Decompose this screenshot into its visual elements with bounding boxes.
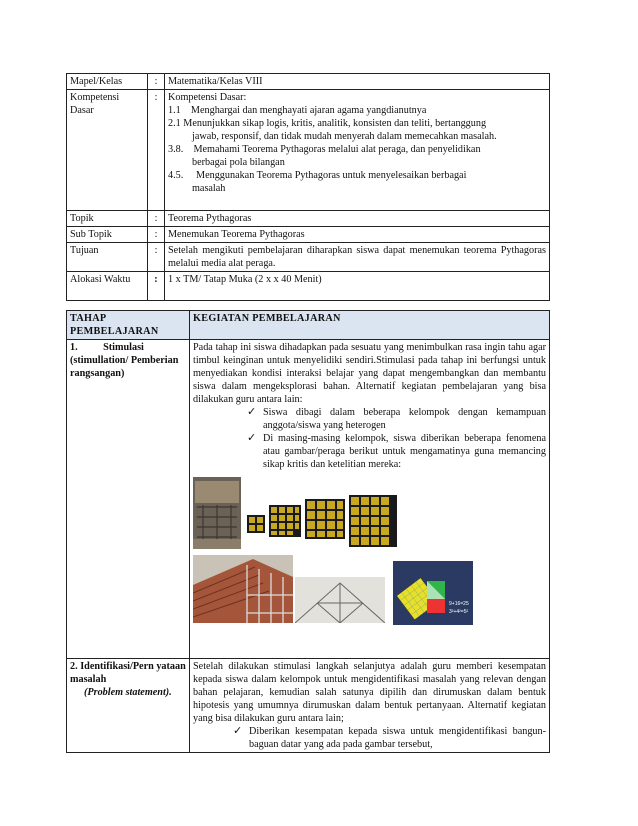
stage-2-text: Setelah dilakukan stimulasi langkah selanjutya adalah guru memberi kesempatan kepada siswa dalam kelompok untuk mengidentifikasi masalah yang relevan dengan bahan pelajaran, kemudian salah satunya dipilih dan dirumuskan dalam bentuk hipotesis yang umumnya dirumuskan dalam bentuk pertanyaan. Alternatif kegiatan yang bisa dilakukan guru antara lain; xyxy=(193,661,546,724)
kd-item-4-5-cont: masalah xyxy=(192,183,226,194)
kd-item-4-5: 4.5. Menggunakan Teorema Pythagoras untuk menyelesaikan berbagai xyxy=(168,170,467,181)
mapel-label: Mapel/Kelas xyxy=(67,74,148,90)
stage-1-text: Pada tahap ini siswa dihadapkan pada sesuatu yang menimbulkan rasa ingin tahu agar timbul keinginan untuk menyelidiki sendiri.Stimulasi pada tahap ini berfungsi untuk menyediakan kondisi interaksi belajar yang dapat mengembangkan dan membantu siswa dalam mengeksplorasi bahan. Alternatif kegiatan pembelajaran yang bisa dilakukan guru antara lain: xyxy=(193,342,546,405)
check-icon: ✓ xyxy=(233,725,243,737)
roof-photo xyxy=(193,555,293,623)
check-item-text: Di masing-masing kelompok, siswa diberikan beberapa fenomena atau gambar/peraga berikut untuk mengamatinya guna memancing sikap kritis dan ketelitian mereka: xyxy=(263,433,546,470)
stage-1-title: 1. Stimulasi xyxy=(70,342,144,353)
header-tahap: TAHAP PEMBELAJARAN xyxy=(67,311,190,340)
kd-item-3-8: 3.8. Memahami Teorema Pythagoras melalui alat peraga, dan penyelidikan xyxy=(168,144,481,155)
subtopik-value: Menemukan Teorema Pythagoras xyxy=(165,227,550,243)
alokasi-label: Alokasi Waktu xyxy=(67,272,148,301)
kd-heading: Kompetensi Dasar: xyxy=(168,92,247,103)
check-icon: ✓ xyxy=(247,406,257,418)
stimulus-images xyxy=(193,477,546,657)
building-photo xyxy=(193,477,241,549)
colon: : xyxy=(148,90,165,211)
colon: : xyxy=(148,74,165,90)
stage-2-title: 2. Identifikasi/Pern yataan masalah xyxy=(70,661,186,685)
kd-item-2-1-cont: jawab, responsif, dan tidak mudah menyerah dalam memecahkan masalah. xyxy=(192,131,497,142)
tujuan-label: Tujuan xyxy=(67,243,148,272)
stage-2-subtitle: (Problem statement). xyxy=(84,687,172,698)
alokasi-value: 1 x TM/ Tatap Muka (2 x x 40 Menit) xyxy=(165,272,550,301)
check-item xyxy=(247,432,546,471)
stage-1-subtitle: (stimullation/ Pemberian rangsangan) xyxy=(70,355,179,379)
lesson-info-table xyxy=(66,73,550,301)
stage-1-cell xyxy=(67,340,190,659)
kd-item-2-1: 2.1 Menunjukkan sikap logis, kritis, analitik, konsisten dan teliti, bertanggung xyxy=(168,118,487,129)
check-item-text: Siswa dibagi dalam beberapa kelompok dengan kemampuan anggota/siswa yang heterogen xyxy=(263,407,546,431)
subtopik-label: Sub Topik xyxy=(67,227,148,243)
activities-table xyxy=(66,310,550,753)
check-icon: ✓ xyxy=(247,432,257,444)
check-item xyxy=(247,406,546,432)
kompetensi-label: Kompetensi Dasar xyxy=(67,90,148,211)
stage-2-activity xyxy=(190,659,550,753)
check-item-text: Diberikan kesempatan kepada siswa untuk mengidentifikasi bangun-baguan datar yang ada pada gambar tersebut, xyxy=(249,726,546,750)
pythagoras-caption-2: 3²+4²=5² xyxy=(449,609,469,615)
check-item xyxy=(233,725,546,751)
kd-item-3-8-cont: berbagai pola bilangan xyxy=(192,157,285,168)
colon: : xyxy=(148,227,165,243)
topik-label: Topik xyxy=(67,211,148,227)
tujuan-value: Setelah mengikuti pembelajaran diharapkan siswa dapat menemukan teorema Pythagoras melalui media alat peraga. xyxy=(165,243,550,272)
kd-item-1-1: 1.1 Menghargai dan menghayati ajaran agama yangdianutnya xyxy=(168,105,427,116)
colon: : xyxy=(148,272,165,301)
kompetensi-dasar-cell xyxy=(165,90,550,211)
topik-value: Teorema Pythagoras xyxy=(165,211,550,227)
stage-1-activity xyxy=(190,340,550,659)
grid-squares-image xyxy=(247,495,397,553)
pythagoras-caption-1: 9+16=25 xyxy=(449,601,469,607)
pythagoras-model-image xyxy=(393,561,473,625)
header-kegiatan: KEGIATAN PEMBELAJARAN xyxy=(190,311,550,340)
colon: : xyxy=(148,243,165,272)
truss-photo xyxy=(295,577,385,623)
colon: : xyxy=(148,211,165,227)
mapel-value: Matematika/Kelas VIII xyxy=(165,74,550,90)
stage-2-cell xyxy=(67,659,190,753)
